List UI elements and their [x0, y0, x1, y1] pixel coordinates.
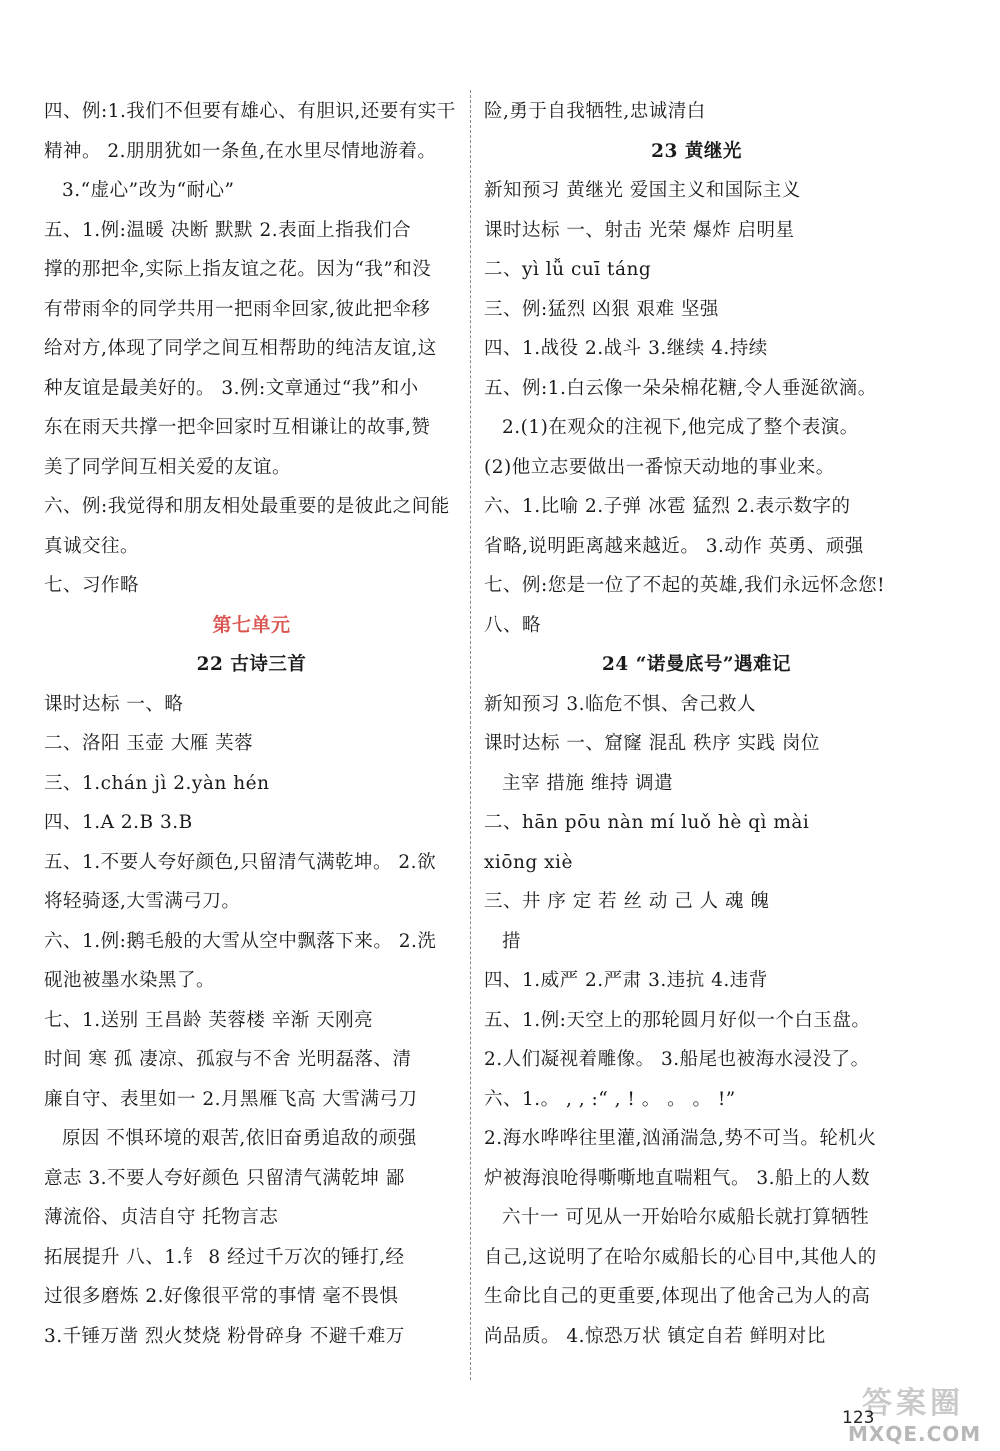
answer-line: 撑的那把伞,实际上指友谊之花。因为“我”和没 [44, 259, 432, 280]
answer-line: 时间 寒 孤 凄凉、孤寂与不舍 光明磊落、清 [44, 1049, 412, 1070]
answer-line: 种友谊是最美好的。 3.例:文章通过“我”和小 [44, 377, 419, 399]
answer-line: 四、例:1.我们不但要有雄心、有胆识,还要有实干 [44, 101, 456, 122]
answer-line: 七、习作略 [44, 575, 140, 596]
answer-line: 三、例:猛烈 凶狠 艰难 坚强 [484, 298, 719, 320]
watermark-site: MXQE.COM [848, 1422, 982, 1446]
answer-line: 2.人们凝视着雕像。 3.船尾也被海水浸没了。 [484, 1049, 870, 1070]
left-column [44, 92, 459, 1356]
answer-line: 砚池被墨水染黑了。 [44, 970, 216, 991]
right-column [484, 92, 909, 1356]
answer-line: 五、1.不要人夸好颜色,只留清气满乾坤。 2.欲 [44, 851, 437, 873]
answer-line: 自己,这说明了在哈尔威船长的心目中,其他人的 [484, 1246, 877, 1268]
column-divider [470, 90, 471, 1380]
answer-line: 3.千锤万凿 烈火焚烧 粉骨碎身 不避千难万 [44, 1325, 405, 1347]
answer-line: 三、1.chán jì 2.yàn hén [44, 772, 270, 794]
answer-line: 美了同学间互相关爱的友谊。 [44, 456, 292, 478]
answer-line: 给对方,体现了同学之间互相帮助的纯洁友谊,这 [44, 338, 437, 359]
answer-line: 东在雨天共撑一把伞回家时互相谦让的故事,赞 [44, 417, 431, 438]
answer-line: 原因 不惧环境的艰苦,依旧奋勇追敌的顽强 [62, 1128, 417, 1149]
answer-line: 有带雨伞的同学共用一把雨伞回家,彼此把伞移 [44, 298, 431, 320]
answer-line: 措 [502, 930, 522, 952]
answer-line: 廉自守、表里如一 2.月黑雁飞高 大雪满弓刀 [44, 1088, 418, 1110]
answer-line: 意志 3.不要人夸好颜色 只留清气满乾坤 鄙 [44, 1167, 405, 1189]
answer-line: 六、例:我觉得和朋友相处最重要的是彼此之间能 [44, 496, 450, 517]
answer-line: 课时达标 一、窟窿 混乱 秩序 实践 岗位 [484, 733, 820, 754]
answer-line: 薄流俗、贞洁自守 托物言志 [44, 1207, 279, 1228]
answer-line: xiōng xiè [484, 851, 573, 873]
answer-line: 六、1.。 , , :“ , ! 。 。 。 !” [484, 1088, 736, 1110]
answer-line: 过很多磨炼 2.好像很平常的事情 毫不畏惧 [44, 1286, 399, 1307]
lesson-title: 23 黄继光 [651, 140, 742, 162]
answer-line: 六、1.例:鹅毛般的大雪从空中飘落下来。 2.洗 [44, 930, 437, 952]
answer-line: 五、1.例:温暖 决断 默默 2.表面上指我们合 [44, 219, 412, 241]
lesson-title: 24 “诺曼底号”遇难记 [602, 654, 791, 675]
answer-line: 五、例:1.白云像一朵朵棉花糖,令人垂涎欲滴。 [484, 377, 877, 399]
answer-line: 生命比自己的更重要,体现出了他舍己为人的高 [484, 1286, 871, 1307]
watermark-logo: 答案圈 [862, 1386, 964, 1421]
answer-line: 主宰 措施 维持 调遣 [502, 772, 674, 794]
answer-line: 将轻骑逐,大雪满弓刀。 [44, 891, 241, 912]
lesson-title: 22 古诗三首 [196, 654, 307, 675]
answer-line: 精神。 2.朋朋犹如一条鱼,在水里尽情地游着。 [44, 140, 437, 162]
answer-line: 尚品质。 4.惊恐万状 镇定自若 鲜明对比 [484, 1325, 826, 1347]
answer-line: 险,勇于自我牺牲,忠诚清白 [484, 101, 706, 122]
answer-line: 拓展提升 八、1.钅 8 经过千万次的锤打,经 [44, 1246, 405, 1268]
unit-heading: 第七单元 [212, 613, 291, 636]
answer-line: 新知预习 3.临危不惧、舍己救人 [484, 693, 757, 715]
answer-line: 五、1.例:天空上的那轮圆月好似一个白玉盘。 [484, 1009, 871, 1031]
answer-line: 六、1.比喻 2.子弹 冰雹 猛烈 2.表示数字的 [484, 496, 851, 517]
answer-line: 二、洛阳 玉壶 大雁 芙蓉 [44, 733, 254, 754]
answer-line: 七、1.送别 王昌龄 芙蓉楼 辛渐 天刚亮 [44, 1009, 374, 1031]
answer-line: 二、yì lǚ cuī táng [484, 259, 652, 280]
answer-line: (2)他立志要做出一番惊天动地的事业来。 [484, 456, 835, 478]
answer-line: 二、hān pōu nàn mí luǒ hè qì mài [484, 812, 810, 833]
answer-line: 2.海水哗哗往里灌,汹涌湍急,势不可当。轮机火 [484, 1128, 877, 1149]
answer-line: 四、1.A 2.B 3.B [44, 812, 193, 833]
answer-line: 四、1.威严 2.严肃 3.违抗 4.违背 [484, 970, 768, 991]
answer-line: 炉被海浪呛得嘶嘶地直喘粗气。 3.船上的人数 [484, 1167, 871, 1189]
answer-line: 四、1.战役 2.战斗 3.继续 4.持续 [484, 338, 768, 359]
answer-line: 三、井 序 定 若 丝 动 己 人 魂 魄 [484, 891, 770, 912]
answer-line: 课时达标 一、略 [44, 693, 184, 715]
answer-line: 2.(1)在观众的注视下,他完成了整个表演。 [502, 417, 859, 438]
page-number: 123 [842, 1408, 875, 1428]
answer-line: 八、略 [484, 614, 542, 636]
answer-line: 七、例:您是一位了不起的英雄,我们永远怀念您! [484, 575, 886, 596]
answer-line: 3.“虚心”改为“耐心” [62, 180, 235, 201]
answer-line: 真诚交往。 [44, 535, 140, 557]
answer-line: 新知预习 黄继光 爱国主义和国际主义 [484, 180, 801, 201]
answer-line: 省略,说明距离越来越近。 3.动作 英勇、顽强 [484, 535, 864, 557]
answer-line: 课时达标 一、射击 光荣 爆炸 启明星 [484, 219, 795, 241]
answer-line: 六十一 可见从一开始哈尔威船长就打算牺牲 [502, 1207, 870, 1228]
